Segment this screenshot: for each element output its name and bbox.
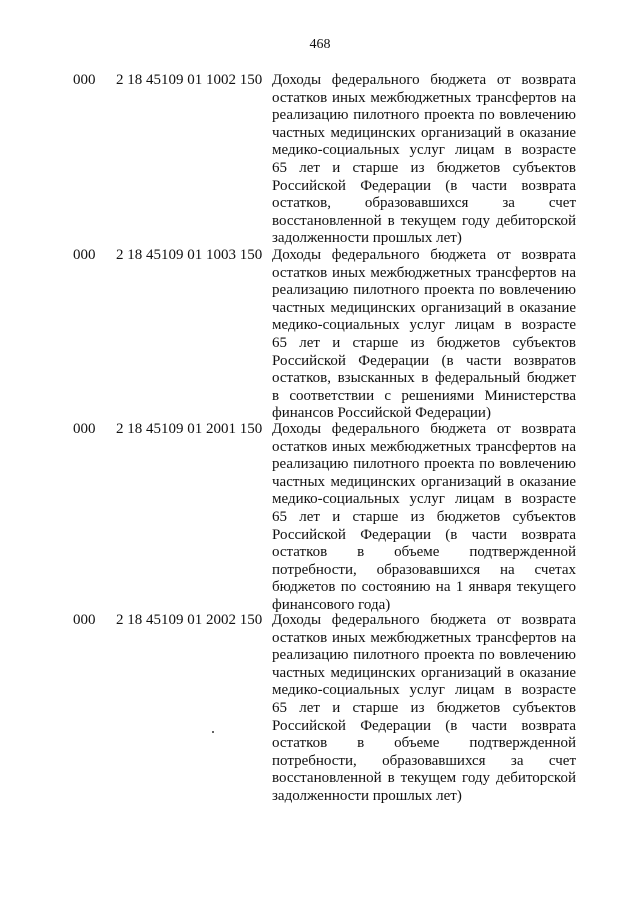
description-line: восстановленной в текущем году дебиторской	[272, 212, 576, 229]
description-line: остатков иных межбюджетных трансфертов на	[272, 89, 576, 106]
description-line: задолженности прошлых лет)	[272, 787, 462, 804]
classification-code: 2 18 45109 01 1003 150	[116, 247, 263, 263]
entry-description	[272, 612, 576, 806]
description-line: Российской Федерации (в части возврата	[272, 526, 576, 543]
admin-code: 000	[73, 612, 96, 628]
scan-speck	[212, 731, 214, 733]
description-line: частных медицинских организаций в оказание	[272, 299, 576, 316]
classification-code: 2 18 45109 01 1002 150	[116, 72, 263, 88]
description-line: остатков, образовавшихся за счет	[272, 195, 576, 212]
entry-description	[272, 72, 576, 248]
description-line: остатков иных межбюджетных трансфертов на	[272, 264, 576, 281]
description-line: Доходы федерального бюджета от возврата	[272, 247, 576, 263]
entry-description	[272, 247, 576, 423]
description-line: потребности, образовавшихся за счет	[272, 752, 576, 769]
description-line: потребности, образовавшихся на счетах	[272, 561, 576, 578]
description-line: остатков, взысканных в федеральный бюджет	[272, 370, 576, 387]
description-line: 65 лет и старше из бюджетов субъектов	[272, 699, 576, 716]
description-line: реализацию пилотного проекта по вовлечению	[272, 647, 576, 664]
description-line: Российской Федерации (в части возврата	[272, 717, 576, 734]
description-line: Российской Федерации (в части возврата	[272, 177, 576, 194]
description-line: частных медицинских организаций в оказание	[272, 473, 576, 490]
description-line: финансового года)	[272, 596, 391, 613]
description-line: остатков иных межбюджетных трансфертов на	[272, 629, 576, 646]
description-line: медико-социальных услуг лицам в возрасте	[272, 317, 576, 334]
description-line: реализацию пилотного проекта по вовлечению	[272, 107, 576, 124]
entry-description	[272, 421, 576, 615]
description-line: медико-социальных услуг лицам в возрасте	[272, 682, 576, 699]
description-line: остатков в объеме подтвержденной	[272, 735, 576, 752]
description-line: бюджетов по состоянию на 1 января текущего	[272, 579, 576, 596]
description-line: медико-социальных услуг лицам в возрасте	[272, 142, 576, 159]
admin-code: 000	[73, 421, 96, 437]
description-line: задолженности прошлых лет)	[272, 230, 462, 247]
description-line: финансов Российской Федерации)	[272, 405, 491, 422]
description-line: в соответствии с решениями Министерства	[272, 387, 576, 404]
description-line: Доходы федерального бюджета от возврата	[272, 612, 576, 628]
description-line: 65 лет и старше из бюджетов субъектов	[272, 159, 576, 176]
admin-code: 000	[73, 247, 96, 263]
description-line: 65 лет и старше из бюджетов субъектов	[272, 508, 576, 525]
description-line: остатков в объеме подтвержденной	[272, 544, 576, 561]
page-number: 468	[309, 37, 331, 52]
classification-code: 2 18 45109 01 2001 150	[116, 421, 263, 437]
classification-code: 2 18 45109 01 2002 150	[116, 612, 263, 628]
description-line: частных медицинских организаций в оказание	[272, 664, 576, 681]
description-line: Доходы федерального бюджета от возврата	[272, 72, 576, 88]
description-line: реализацию пилотного проекта по вовлечению	[272, 456, 576, 473]
description-line: Российской Федерации (в части возвратов	[272, 352, 576, 369]
description-line: частных медицинских организаций в оказание	[272, 124, 576, 141]
description-line: остатков иных межбюджетных трансфертов на	[272, 438, 576, 455]
description-line: Доходы федерального бюджета от возврата	[272, 421, 576, 437]
admin-code: 000	[73, 72, 96, 88]
description-line: восстановленной в текущем году дебиторской	[272, 770, 576, 787]
description-line: медико-социальных услуг лицам в возрасте	[272, 491, 576, 508]
description-line: реализацию пилотного проекта по вовлечению	[272, 282, 576, 299]
description-line: 65 лет и старше из бюджетов субъектов	[272, 334, 576, 351]
